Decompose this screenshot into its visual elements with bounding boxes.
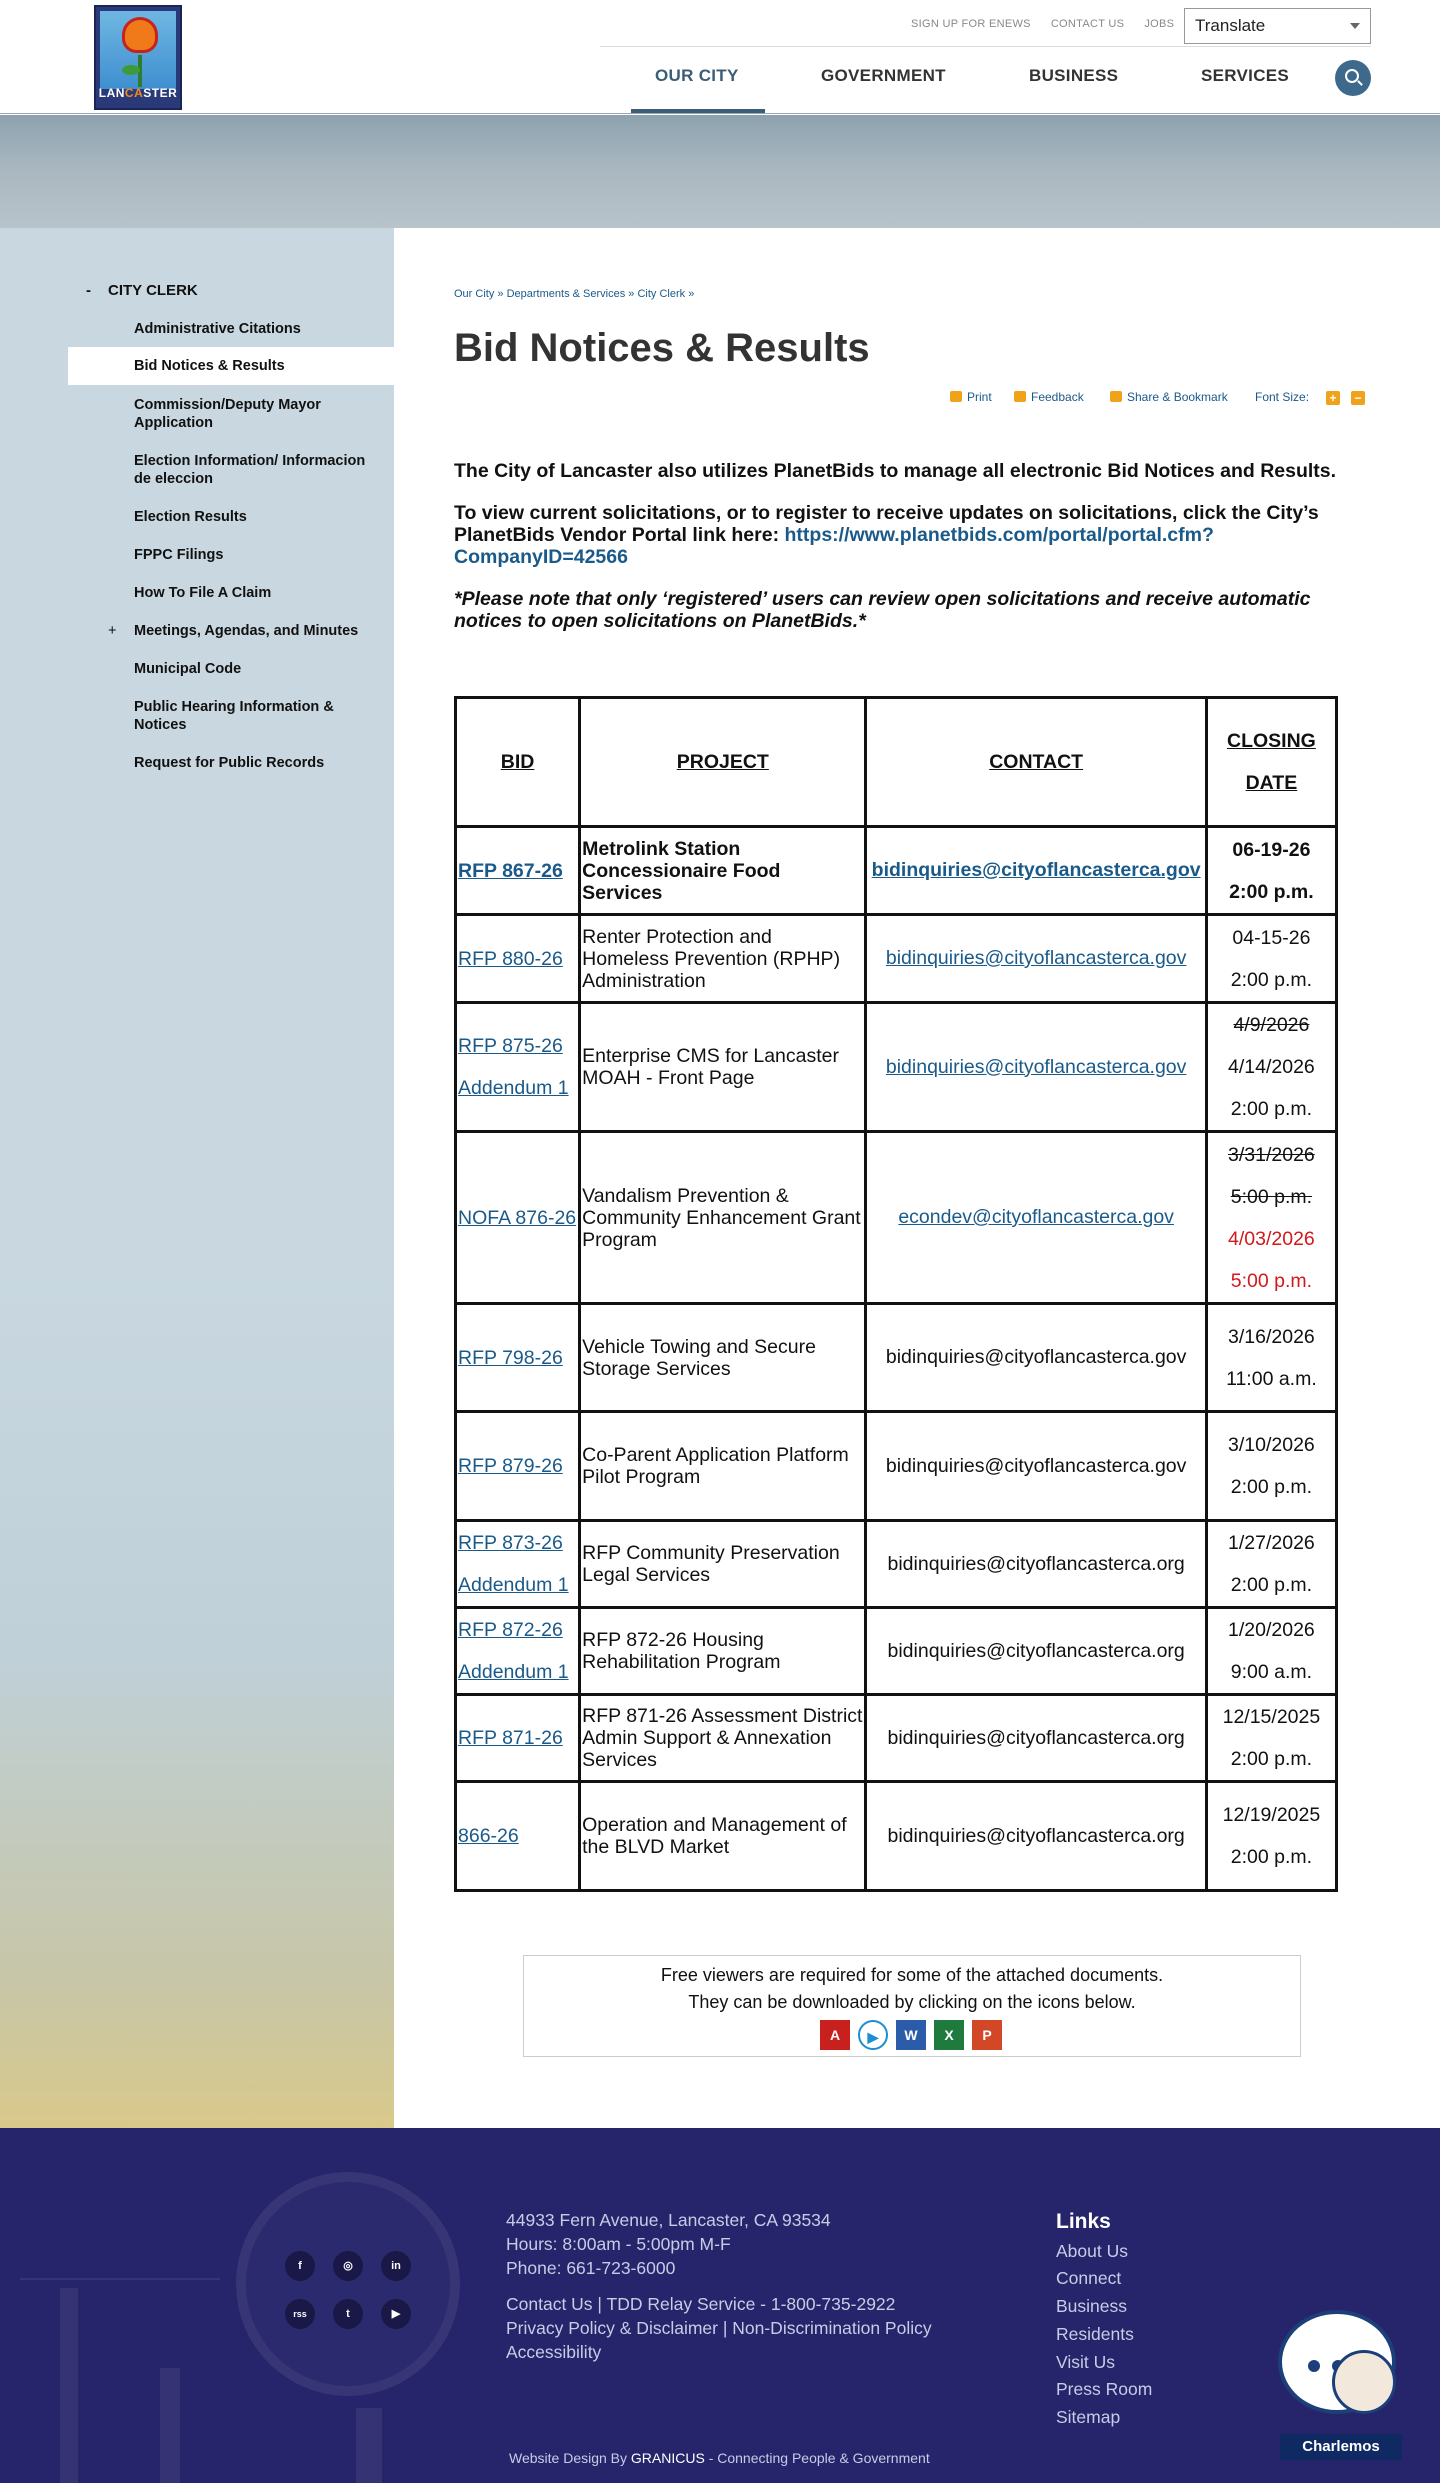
media-player-icon[interactable]: ▶ xyxy=(858,2020,888,2050)
project-cell: Vehicle Towing and Secure Storage Services xyxy=(580,1304,866,1412)
youtube-icon[interactable]: ▶ xyxy=(381,2299,411,2329)
table-row xyxy=(456,915,1337,1003)
contact-us-link[interactable]: CONTACT US xyxy=(1050,18,1125,30)
closing-date-cell xyxy=(1206,1412,1336,1521)
bid-cell xyxy=(456,1003,580,1132)
closing-date-cell xyxy=(1206,1003,1336,1132)
footer-link-residents[interactable]: Residents xyxy=(1056,2323,1134,2344)
contact-cell: bidinquiries@cityoflancasterca.gov xyxy=(866,1304,1206,1412)
header-bid: BID xyxy=(456,698,580,827)
closing-time: 2:00 p.m. xyxy=(1230,968,1313,991)
bid-link[interactable]: RFP 873-26 xyxy=(458,1532,563,1554)
closing-date: 04-15-26 xyxy=(1232,926,1311,949)
speech-bubble-icon xyxy=(1014,391,1026,402)
closing-date-cell xyxy=(1206,1304,1336,1412)
feedback-button[interactable] xyxy=(1014,390,1084,404)
sidebar-item-label: Administrative Citations xyxy=(134,321,301,337)
sidebar-item-label: Meetings, Agendas, and Minutes xyxy=(134,623,359,639)
nav-services[interactable]: SERVICES xyxy=(1201,66,1290,85)
closing-time: 2:00 p.m. xyxy=(1230,1846,1313,1868)
footer-contact-info xyxy=(506,2208,932,2364)
bid-link[interactable]: 866-26 xyxy=(458,1825,519,1847)
project-cell: RFP 872-26 Housing Rehabilitation Program xyxy=(580,1608,866,1695)
share-plus-icon xyxy=(1110,391,1122,402)
bid-cell xyxy=(456,1782,580,1891)
bid-link[interactable]: RFP 867-26 xyxy=(458,859,563,882)
addendum-link[interactable]: Addendum 1 xyxy=(458,1077,569,1099)
sidebar-item-label: Request for Public Records xyxy=(134,755,325,771)
instagram-icon[interactable]: ◎ xyxy=(333,2251,363,2281)
signup-enews-link[interactable]: SIGN UP FOR ENEWS xyxy=(911,18,1031,30)
sidebar-heading[interactable]: - CITY CLERK xyxy=(86,282,198,299)
contact-email-link[interactable]: econdev@cityoflancasterca.gov xyxy=(898,1206,1174,1228)
table-row xyxy=(456,1695,1337,1782)
table-row xyxy=(456,1608,1337,1695)
breadcrumb-our-city[interactable]: Our City xyxy=(454,288,495,300)
header-closing-word: CLOSING xyxy=(1226,730,1316,752)
bid-cell xyxy=(456,1521,580,1608)
contact-cell: bidinquiries@cityoflancasterca.gov xyxy=(866,1412,1206,1521)
header-closing-date xyxy=(1206,698,1336,827)
closing-time: 2:00 p.m. xyxy=(1230,1574,1313,1596)
sidebar-item-label: Public Hearing Information & Notices xyxy=(134,699,334,733)
sidebar-item-bid-notices[interactable] xyxy=(68,347,394,385)
nav-government[interactable]: GOVERNMENT xyxy=(821,66,946,85)
contact-cell: bidinquiries@cityoflancasterca.org xyxy=(866,1782,1206,1891)
portal-text: To view current solicitations, or to register to receive updates on solicitations, click the City’s PlanetBids Vendor Portal link here: xyxy=(454,502,1319,546)
chat-widget[interactable] xyxy=(1276,2310,1406,2460)
poppy-leaf xyxy=(122,65,140,75)
poppy-icon xyxy=(122,17,158,53)
utility-links xyxy=(911,18,1194,30)
linkedin-icon[interactable]: in xyxy=(381,2251,411,2281)
closing-time: 2:00 p.m. xyxy=(1230,1098,1313,1120)
powerpoint-viewer-icon[interactable]: P xyxy=(972,2020,1002,2050)
sidebar-item-administrative-citations[interactable] xyxy=(68,320,394,338)
addendum-link[interactable]: Addendum 1 xyxy=(458,1574,569,1596)
contact-cell xyxy=(866,827,1206,915)
sidebar-item-public-hearing[interactable] xyxy=(68,698,394,734)
closing-date-cell xyxy=(1206,1521,1336,1608)
sidebar-item-public-records[interactable] xyxy=(68,754,394,772)
table-row xyxy=(456,1003,1337,1132)
table-row xyxy=(456,1782,1337,1891)
contact-cell: bidinquiries@cityoflancasterca.org xyxy=(866,1521,1206,1608)
printer-icon xyxy=(950,391,962,402)
bid-link[interactable]: RFP 798-26 xyxy=(458,1346,563,1369)
sidebar-item-municipal-code[interactable] xyxy=(68,660,394,678)
font-decrease-button[interactable]: − xyxy=(1351,391,1365,405)
sidebar-item-file-claim[interactable] xyxy=(68,584,394,602)
expand-icon[interactable]: + xyxy=(108,623,117,639)
page-title: Bid Notices & Results xyxy=(454,326,870,370)
footer-links-heading: Links xyxy=(1056,2210,1111,2233)
contact-cell xyxy=(866,1132,1206,1304)
closing-time: 2:00 p.m. xyxy=(1230,1476,1313,1498)
closing-date-cell xyxy=(1206,915,1336,1003)
sidebar-item-label: How To File A Claim xyxy=(134,585,272,601)
hero-banner xyxy=(0,115,1440,228)
closing-date: 12/15/2025 xyxy=(1222,1706,1321,1728)
closing-time: 9:00 a.m. xyxy=(1230,1661,1313,1683)
contact-cell: bidinquiries@cityoflancasterca.org xyxy=(866,1608,1206,1695)
viewers-line-1: Free viewers are required for some of the attached documents. xyxy=(660,1965,1164,1985)
footer-link-press[interactable]: Press Room xyxy=(1056,2379,1153,2400)
bid-cell xyxy=(456,1695,580,1782)
footer-link-visit[interactable]: Visit Us xyxy=(1056,2351,1115,2372)
print-button[interactable] xyxy=(950,390,992,404)
collapse-icon[interactable]: - xyxy=(86,282,91,299)
share-label: Share & Bookmark xyxy=(1127,390,1228,404)
bid-link[interactable]: RFP 880-26 xyxy=(458,947,563,970)
site-footer xyxy=(0,2128,1440,2483)
twitter-icon[interactable]: t xyxy=(333,2299,363,2329)
bid-link[interactable]: NOFA 876-26 xyxy=(458,1206,577,1229)
project-cell: Renter Protection and Homeless Prevention (RPHP) Administration xyxy=(580,915,866,1003)
registration-note: *Please note that only ‘registered’ users can review open solicitations and receive automatic notices to open solicitations on PlanetBids.* xyxy=(454,588,1311,632)
closing-date-old: 3/31/2026 xyxy=(1228,1143,1315,1166)
bid-cell xyxy=(456,1608,580,1695)
contact-email-link[interactable]: bidinquiries@cityoflancasterca.gov xyxy=(885,1055,1187,1078)
footer-link-sitemap[interactable]: Sitemap xyxy=(1056,2406,1121,2427)
font-size-label: Font Size: xyxy=(1255,390,1310,404)
bid-cell xyxy=(456,1412,580,1521)
sidebar-item-label: Municipal Code xyxy=(134,661,242,677)
bid-table xyxy=(454,696,1338,1892)
table-row xyxy=(456,1412,1337,1521)
breadcrumb-separator: » xyxy=(688,288,695,300)
logo-text: LANCASTER xyxy=(98,86,178,100)
sidebar-item-label: FPPC Filings xyxy=(134,547,224,563)
feedback-label: Feedback xyxy=(1031,390,1084,404)
breadcrumb xyxy=(454,288,694,300)
sidebar-item-label: Bid Notices & Results xyxy=(134,358,285,374)
header-date-word: DATE xyxy=(1245,772,1298,794)
logo-artwork xyxy=(100,11,176,89)
sidebar-item-meetings[interactable] xyxy=(68,622,394,640)
footer-phone: Phone: 661-723-6000 xyxy=(506,2258,676,2278)
bid-link[interactable]: RFP 879-26 xyxy=(458,1455,563,1477)
background-tower xyxy=(20,2278,220,2280)
footer-link-about[interactable]: About Us xyxy=(1056,2240,1128,2261)
footer-links xyxy=(1056,2208,1152,2432)
footer-policy-line[interactable]: Privacy Policy & Disclaimer | Non-Discrimination Policy xyxy=(506,2318,932,2338)
chat-dot xyxy=(1308,2360,1320,2372)
closing-date-cell xyxy=(1206,1132,1336,1304)
background-tower xyxy=(160,2368,180,2483)
credit-prefix: Website Design By xyxy=(509,2450,631,2466)
contact-cell: bidinquiries@cityoflancasterca.org xyxy=(866,1695,1206,1782)
closing-date-cell xyxy=(1206,1782,1336,1891)
facebook-icon[interactable]: f xyxy=(285,2251,315,2281)
footer-address: 44933 Fern Avenue, Lancaster, CA 93534 xyxy=(506,2210,831,2230)
free-viewers-box xyxy=(523,1955,1301,2057)
closing-date: 12/19/2025 xyxy=(1222,1804,1321,1826)
jobs-link[interactable]: JOBS xyxy=(1144,18,1175,30)
table-row xyxy=(456,1132,1337,1304)
font-increase-button[interactable]: + xyxy=(1326,391,1340,405)
divider xyxy=(600,46,1371,47)
sidebar-item-election-results[interactable] xyxy=(68,508,394,526)
city-logo[interactable] xyxy=(94,5,182,110)
search-icon-handle xyxy=(1357,80,1363,86)
sidebar xyxy=(0,228,394,2128)
intro-paragraph: The City of Lancaster also utilizes PlanetBids to manage all electronic Bid Notices and Results. xyxy=(454,460,1337,482)
adobe-reader-icon[interactable]: A xyxy=(820,2020,850,2050)
closing-time-old: 5:00 p.m. xyxy=(1230,1185,1313,1208)
closing-date: 4/14/2026 xyxy=(1228,1056,1315,1078)
breadcrumb-city-clerk[interactable]: City Clerk xyxy=(637,288,686,300)
footer-contact-line[interactable]: Contact Us | TDD Relay Service - 1-800-735-2922 xyxy=(506,2294,896,2314)
footer-accessibility-link[interactable]: Accessibility xyxy=(506,2342,602,2362)
project-cell: Operation and Management of the BLVD Market xyxy=(580,1782,866,1891)
footer-link-business[interactable]: Business xyxy=(1056,2296,1128,2317)
header-project: PROJECT xyxy=(580,698,866,827)
bid-link[interactable]: RFP 875-26 xyxy=(458,1035,563,1057)
project-cell: RFP Community Preservation Legal Services xyxy=(580,1521,866,1608)
intro-text xyxy=(454,460,1374,652)
sidebar-item-election-information[interactable] xyxy=(68,452,394,488)
contact-cell xyxy=(866,915,1206,1003)
bid-cell xyxy=(456,915,580,1003)
print-label: Print xyxy=(967,390,992,404)
share-bookmark-button[interactable] xyxy=(1110,390,1228,404)
addendum-link[interactable]: Addendum 1 xyxy=(458,1661,569,1683)
bid-cell xyxy=(456,1304,580,1412)
bid-cell xyxy=(456,1132,580,1304)
closing-date: 4/03/2026 xyxy=(1228,1227,1315,1250)
project-cell: Vandalism Prevention & Community Enhancement Grant Program xyxy=(580,1132,866,1304)
background-tower xyxy=(60,2288,78,2483)
table-row xyxy=(456,827,1337,915)
sidebar-item-fppc-filings[interactable] xyxy=(68,546,394,564)
project-cell: RFP 871-26 Assessment District Admin Support & Annexation Services xyxy=(580,1695,866,1782)
granicus-link[interactable]: GRANICUS xyxy=(630,2450,705,2466)
closing-date-old: 4/9/2026 xyxy=(1233,1014,1310,1036)
translate-select[interactable]: Translate xyxy=(1184,8,1371,44)
closing-date-cell xyxy=(1206,827,1336,915)
closing-time: 11:00 a.m. xyxy=(1226,1367,1317,1390)
footer-link-connect[interactable]: Connect xyxy=(1056,2268,1122,2289)
credit-suffix: - Connecting People & Government xyxy=(704,2450,930,2466)
excel-viewer-icon[interactable]: X xyxy=(934,2020,964,2050)
project-cell: Co-Parent Application Platform Pilot Program xyxy=(580,1412,866,1521)
closing-date-cell xyxy=(1206,1608,1336,1695)
site-header xyxy=(0,0,1440,114)
contact-email-link[interactable]: bidinquiries@cityoflancasterca.gov xyxy=(885,947,1187,969)
header-contact: CONTACT xyxy=(866,698,1206,827)
word-viewer-icon[interactable]: W xyxy=(896,2020,926,2050)
contact-email-link[interactable]: bidinquiries@cityoflancasterca.gov xyxy=(871,859,1201,881)
sidebar-item-commission-application[interactable] xyxy=(68,396,394,432)
project-cell: Metrolink Station Concessionaire Food Services xyxy=(580,827,866,915)
table-row xyxy=(456,1304,1337,1412)
city-seal-watermark xyxy=(236,2172,460,2396)
closing-date: 06-19-26 xyxy=(1232,838,1311,861)
closing-date-cell xyxy=(1206,1695,1336,1782)
closing-time: 5:00 p.m. xyxy=(1230,1269,1313,1292)
table-row xyxy=(456,1521,1337,1608)
rss-icon[interactable]: rss xyxy=(285,2299,315,2329)
closing-time: 2:00 p.m. xyxy=(1230,1748,1313,1770)
bid-link[interactable]: RFP 872-26 xyxy=(458,1619,563,1641)
search-button[interactable] xyxy=(1335,60,1371,96)
sidebar-item-label: Election Results xyxy=(134,509,247,525)
footer-hours: Hours: 8:00am - 5:00pm M-F xyxy=(506,2234,731,2254)
viewers-line-2: They can be downloaded by clicking on the icons below. xyxy=(688,1992,1136,2012)
sidebar-item-label: Election Information/ Informacion de eleccion xyxy=(134,453,366,487)
mascot-avatar xyxy=(1332,2350,1396,2414)
table-header-row xyxy=(456,698,1337,827)
closing-time: 2:00 p.m. xyxy=(1229,880,1314,903)
closing-date: 1/27/2026 xyxy=(1228,1532,1315,1554)
planetbids-portal-link[interactable]: https://www.planetbids.com/portal/portal.cfm?CompanyID=42566 xyxy=(454,524,1214,568)
nav-business[interactable]: BUSINESS xyxy=(1029,66,1119,85)
sidebar-item-label: Commission/Deputy Mayor Application xyxy=(134,397,321,431)
nav-active-indicator xyxy=(631,109,765,113)
bid-cell xyxy=(456,827,580,915)
closing-date: 3/10/2026 xyxy=(1228,1434,1315,1456)
chat-label: Charlemos xyxy=(1280,2434,1402,2460)
nav-our-city[interactable]: OUR CITY xyxy=(655,66,739,85)
bid-link[interactable]: RFP 871-26 xyxy=(458,1727,563,1749)
closing-date: 1/20/2026 xyxy=(1228,1619,1315,1641)
breadcrumb-departments[interactable]: Departments & Services xyxy=(506,288,626,300)
footer-credit xyxy=(509,2450,930,2466)
chevron-down-icon xyxy=(1350,23,1360,29)
contact-cell xyxy=(866,1003,1206,1132)
breadcrumb-separator: » xyxy=(497,288,504,300)
closing-date: 3/16/2026 xyxy=(1228,1325,1315,1348)
project-cell: Enterprise CMS for Lancaster MOAH - Front Page xyxy=(580,1003,866,1132)
portal-paragraph xyxy=(454,502,1374,568)
breadcrumb-separator: » xyxy=(628,288,635,300)
background-tower xyxy=(356,2408,382,2483)
